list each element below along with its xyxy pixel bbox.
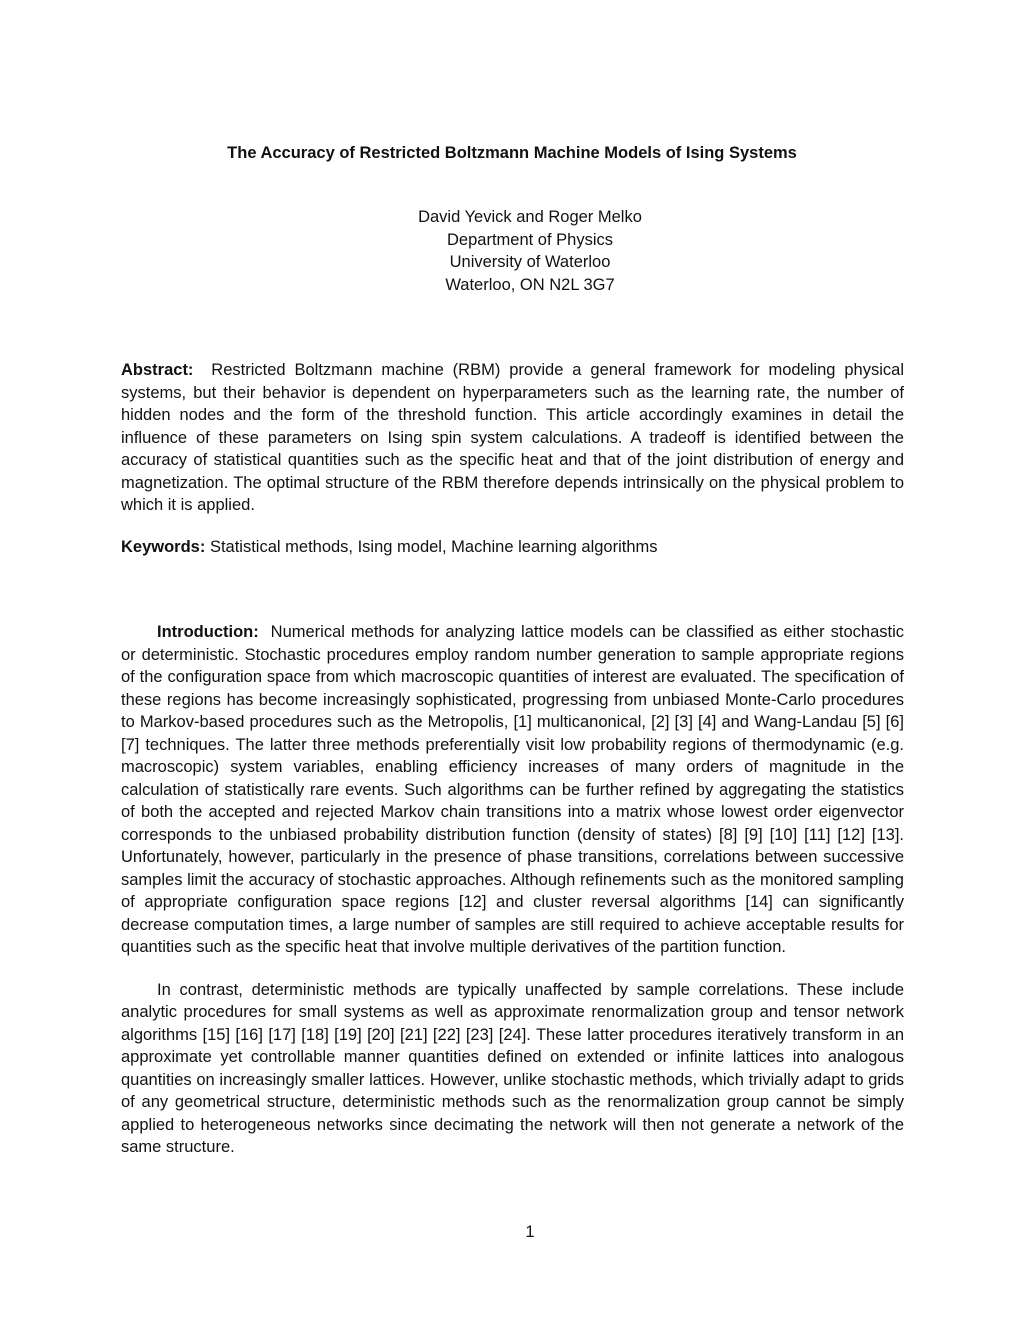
abstract-label: Abstract:: [121, 361, 194, 379]
introduction-section: [121, 621, 904, 1159]
abstract-section: [121, 359, 904, 517]
introduction-text-1: Numerical methods for analyzing lattice models can be classified as either stochastic or deterministic. Stochastic procedures employ random number generation to sample appropriate regions of the configuration space from which macroscopic quantities of interest are evaluated. The specification of these regions has become increasingly sophisticated, progressing from unbiased Monte-Carlo procedures to Markov-based procedures such as the Metropolis, [1] multicanonical, [2] [3] [4] and Wang-Landau [5] [6] [7] techniques. The latter three methods preferentially visit low probability regions of thermodynamic (e.g. macroscopic) system variables, enabling efficiency increases of many orders of magnitude in the calculation of statistically rare events. Such algorithms can be further refined by aggregating the statistics of both the accepted and rejected Markov chain transitions into a matrix whose lowest order eigenvector corresponds to the unbiased probability distribution function (density of states) [8] [9] [10] [11] [12] [13]. Unfortunately, however, particularly in the presence of phase transitions, correlations between successive samples limit the accuracy of stochastic approaches. Although refinements such as the monitored sampling of appropriate configuration space regions [12] and cluster reversal algorithms [14] can significantly decrease computation times, a large number of samples are still required to achieve acceptable results for quantities such as the specific heat that involve multiple derivatives of the partition function.: [121, 623, 904, 956]
keywords-text: Statistical methods, Ising model, Machine learning algorithms: [209, 538, 658, 556]
author-names: David Yevick and Roger Melko: [418, 208, 642, 226]
keywords-label: Keywords:: [121, 538, 206, 556]
keywords-paragraph: [121, 536, 904, 559]
introduction-paragraph-1: [121, 621, 904, 959]
introduction-text-2: In contrast, deterministic methods are typically unaffected by sample correlations. These include analytic procedures for small systems as well as approximate renormalization group and tensor network algorithms [15] [16] [17] [18] [19] [20] [21] [22] [23] [24]. These latter procedures iteratively transform in an approximate yet controllable manner quantities defined on extended or infinite lattices into analogous quantities on increasingly smaller lattices. However, unlike stochastic methods, which trivially adapt to grids of any geometrical structure, deterministic methods such as the renormalization group cannot be simply applied to heterogeneous networks since decimating the network will then not generate a network of the same structure.: [121, 980, 904, 1156]
paper-title: The Accuracy of Restricted Boltzmann Machine Models of Ising Systems: [227, 144, 797, 162]
abstract-text: Restricted Boltzmann machine (RBM) provide a general framework for modeling physical systems, but their behavior is dependent on hyperparameters such as the learning rate, the number of hidden nodes and the form of the threshold function. This article accordingly examines in detail the influence of these parameters on Ising spin system calculations. A tradeoff is identified between the accuracy of statistical quantities such as the specific heat and that of the joint distribution of energy and magnetization. The optimal structure of the RBM therefore depends intrinsically on the physical problem to which it is applied.: [121, 361, 904, 514]
keywords-section: [121, 536, 904, 559]
author-block: [0, 206, 1024, 296]
page-number: 1: [525, 1223, 535, 1241]
introduction-paragraph-2: [121, 979, 904, 1159]
abstract-paragraph: [121, 359, 904, 517]
author-department: Department of Physics: [447, 230, 613, 249]
author-address: Waterloo, ON N2L 3G7: [445, 275, 615, 294]
introduction-label: Introduction:: [157, 623, 259, 641]
author-university: University of Waterloo: [449, 253, 611, 271]
